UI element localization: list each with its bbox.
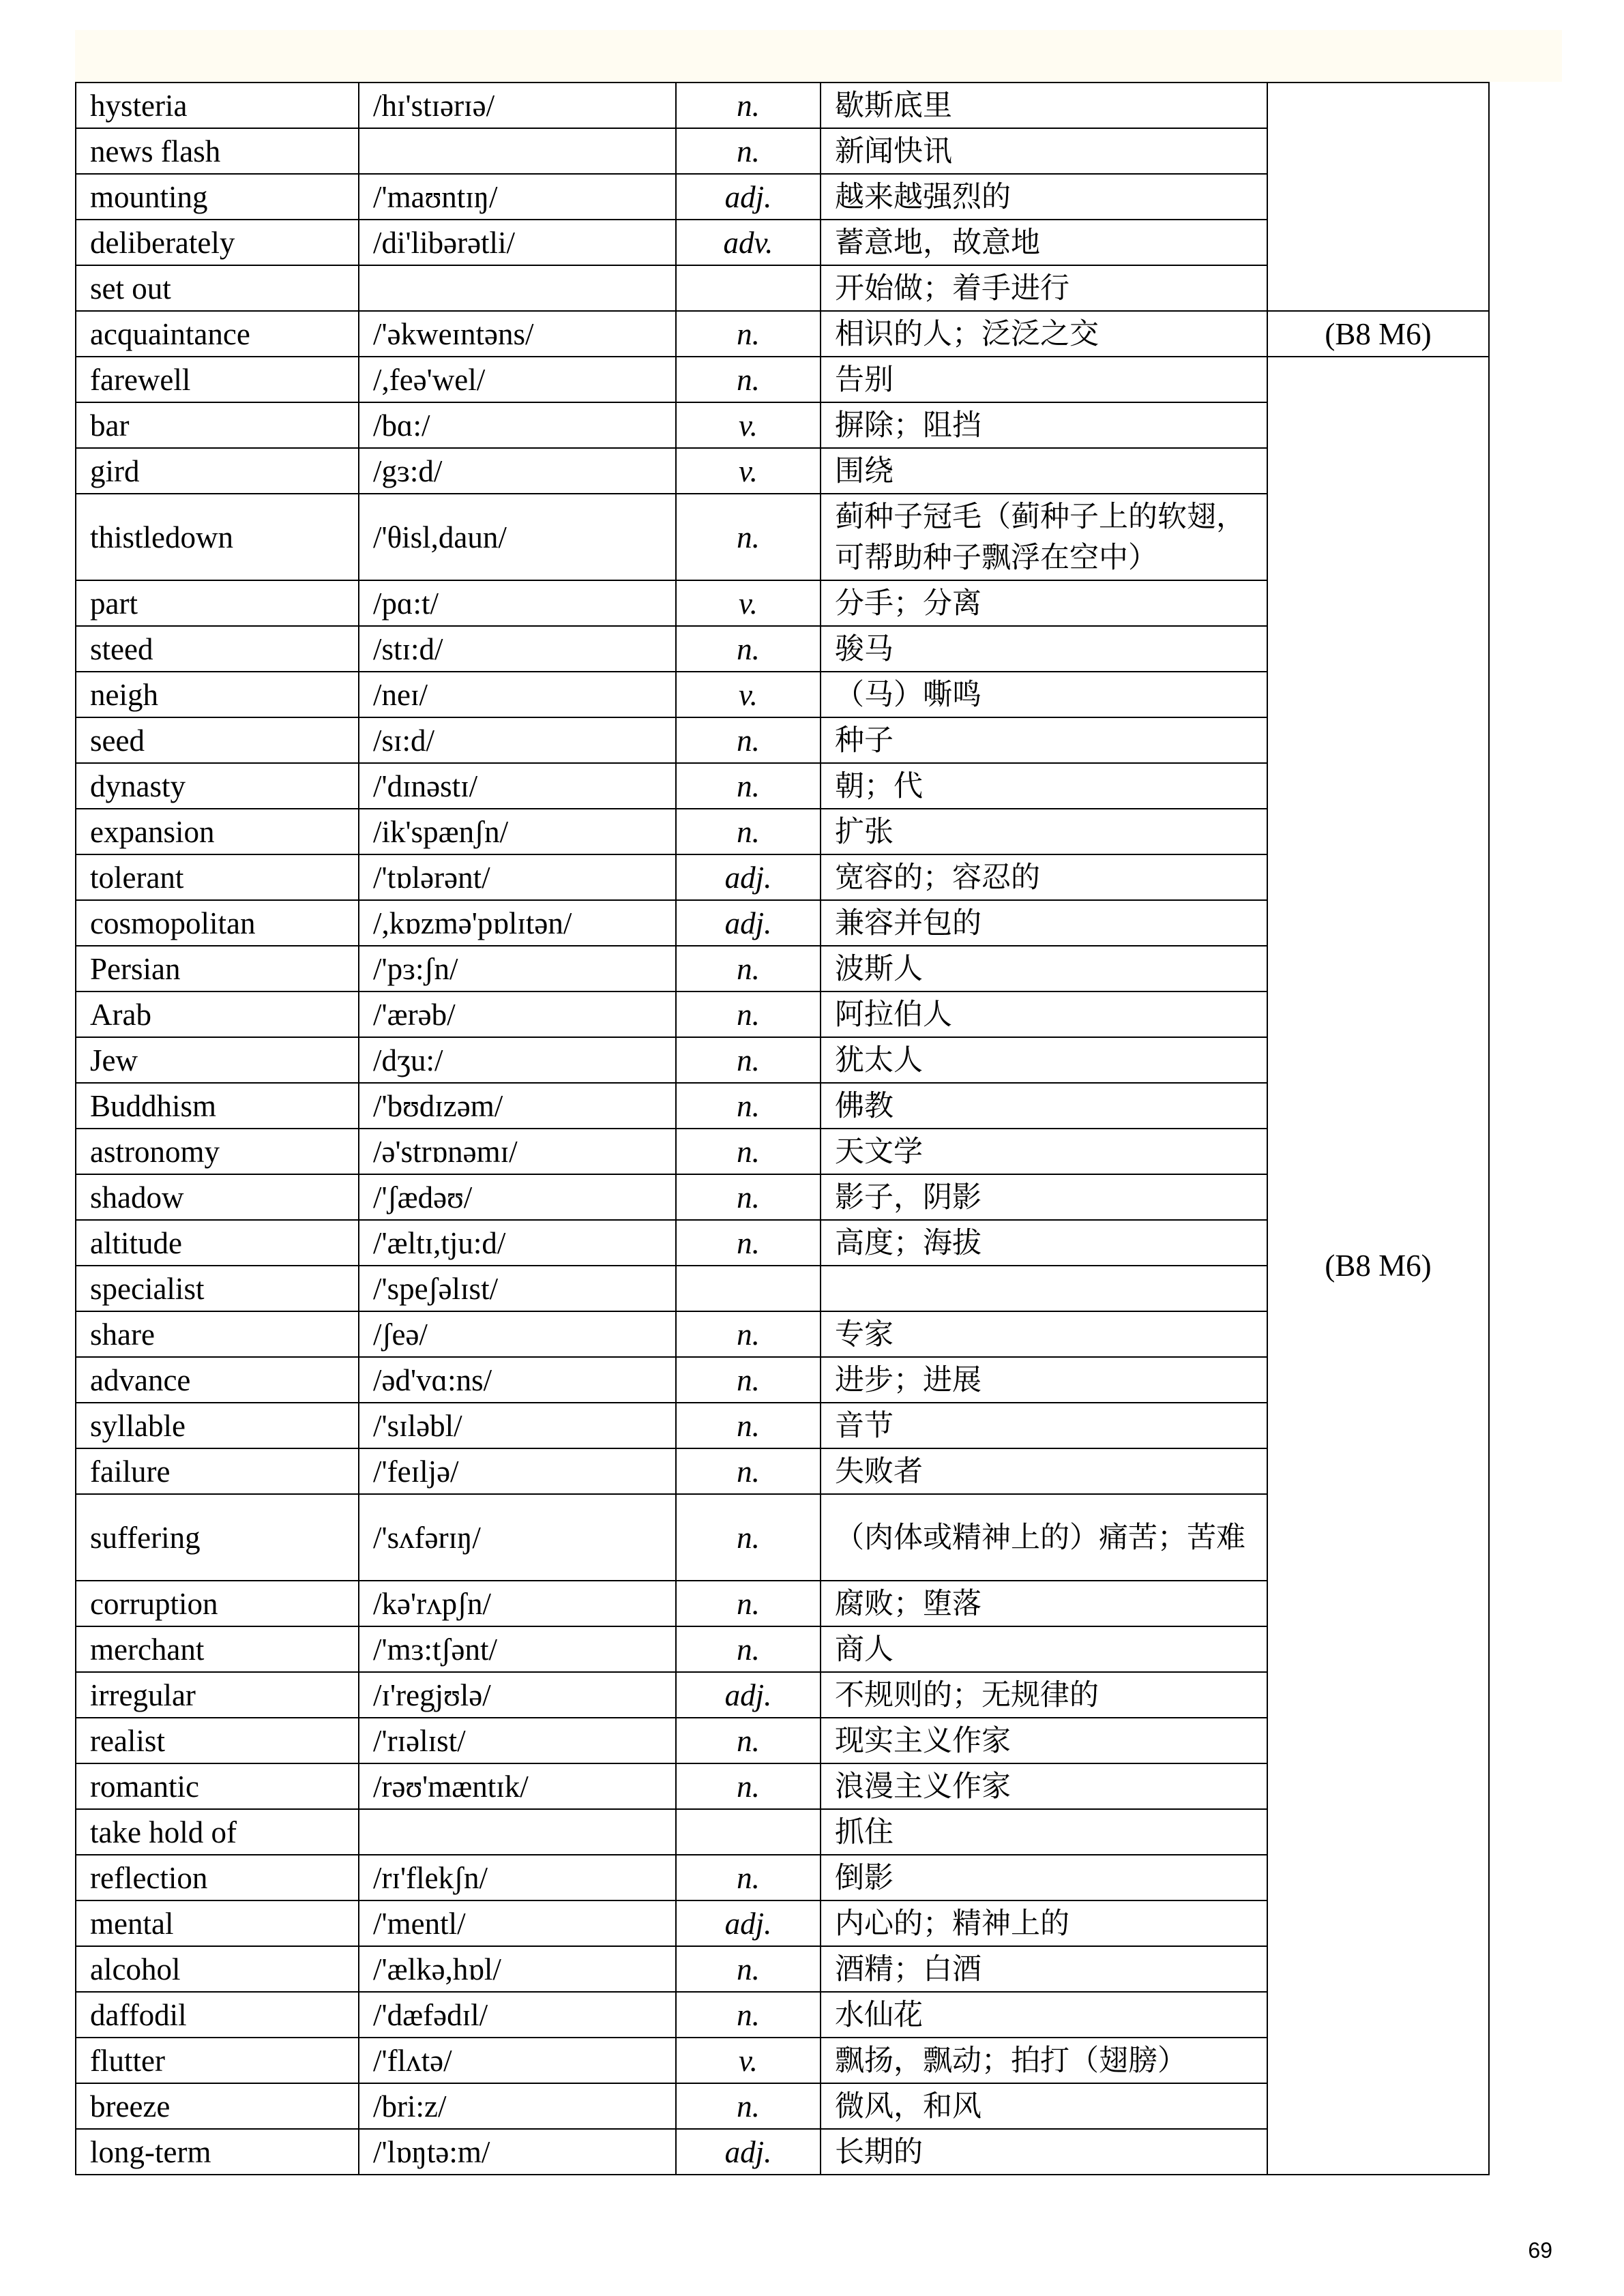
word-cell: mental — [76, 1900, 359, 1946]
word-cell: irregular — [76, 1672, 359, 1718]
phonetic-cell: /'mentl/ — [359, 1900, 676, 1946]
phonetic-cell — [359, 265, 676, 311]
phonetic-cell: /gɜ:d/ — [359, 448, 676, 494]
phonetic-cell: /'əkweɪntəns/ — [359, 311, 676, 357]
word-cell: failure — [76, 1448, 359, 1494]
unit-reference-cell: (B8 M6) — [1267, 357, 1489, 2175]
part-of-speech-cell: adj. — [676, 2129, 821, 2175]
vocabulary-table-body — [76, 83, 1489, 2175]
word-cell: reflection — [76, 1855, 359, 1900]
part-of-speech-cell: n. — [676, 1174, 821, 1220]
word-cell: astronomy — [76, 1129, 359, 1174]
phonetic-cell: /'speʃəlɪst/ — [359, 1266, 676, 1311]
part-of-speech-cell: v. — [676, 448, 821, 494]
phonetic-cell: /'maʊntɪŋ/ — [359, 174, 676, 220]
phonetic-cell: /əd'vɑ:ns/ — [359, 1357, 676, 1403]
word-cell: cosmopolitan — [76, 900, 359, 946]
part-of-speech-cell: n. — [676, 1083, 821, 1129]
chinese-meaning-cell: 相识的人；泛泛之交 — [821, 311, 1267, 357]
part-of-speech-cell: adv. — [676, 220, 821, 265]
part-of-speech-cell: n. — [676, 1718, 821, 1763]
part-of-speech-cell: n. — [676, 357, 821, 402]
word-cell: Jew — [76, 1037, 359, 1083]
word-cell: shadow — [76, 1174, 359, 1220]
chinese-meaning-cell: 飘扬，飘动；拍打（翅膀） — [821, 2038, 1267, 2083]
chinese-meaning-cell: 水仙花 — [821, 1992, 1267, 2038]
chinese-meaning-cell: 蓄意地，故意地 — [821, 220, 1267, 265]
word-cell: set out — [76, 265, 359, 311]
word-cell: merchant — [76, 1626, 359, 1672]
phonetic-cell: /stɪ:d/ — [359, 626, 676, 672]
chinese-meaning-cell: 种子 — [821, 717, 1267, 763]
part-of-speech-cell: n. — [676, 128, 821, 174]
word-cell: acquaintance — [76, 311, 359, 357]
chinese-meaning-cell: 失败者 — [821, 1448, 1267, 1494]
chinese-meaning-cell: 佛教 — [821, 1083, 1267, 1129]
part-of-speech-cell — [676, 1809, 821, 1855]
part-of-speech-cell: v. — [676, 402, 821, 448]
phonetic-cell: /neɪ/ — [359, 672, 676, 717]
phonetic-cell: /,feə'wel/ — [359, 357, 676, 402]
word-cell: share — [76, 1311, 359, 1357]
word-cell: thistledown — [76, 494, 359, 580]
word-cell: farewell — [76, 357, 359, 402]
phonetic-cell: /kə'rʌpʃn/ — [359, 1581, 676, 1626]
unit-reference-cell: (B8 M6) — [1267, 311, 1489, 357]
part-of-speech-cell: v. — [676, 672, 821, 717]
part-of-speech-cell — [676, 265, 821, 311]
part-of-speech-cell: n. — [676, 2083, 821, 2129]
word-cell: corruption — [76, 1581, 359, 1626]
phonetic-cell: /'flʌtə/ — [359, 2038, 676, 2083]
word-cell: news flash — [76, 128, 359, 174]
chinese-meaning-cell: 波斯人 — [821, 946, 1267, 992]
phonetic-cell: /'dɪnəstɪ/ — [359, 763, 676, 809]
word-cell: hysteria — [76, 83, 359, 128]
chinese-meaning-cell: 倒影 — [821, 1855, 1267, 1900]
phonetic-cell: /'tɒlərənt/ — [359, 854, 676, 900]
word-cell: part — [76, 580, 359, 626]
word-cell: steed — [76, 626, 359, 672]
phonetic-cell: /'bʊdɪzəm/ — [359, 1083, 676, 1129]
word-cell: alcohol — [76, 1946, 359, 1992]
phonetic-cell: /pɑ:t/ — [359, 580, 676, 626]
part-of-speech-cell: n. — [676, 626, 821, 672]
part-of-speech-cell: adj. — [676, 854, 821, 900]
chinese-meaning-cell: 商人 — [821, 1626, 1267, 1672]
table-row — [76, 83, 1489, 128]
part-of-speech-cell: n. — [676, 1311, 821, 1357]
part-of-speech-cell: n. — [676, 1037, 821, 1083]
part-of-speech-cell: n. — [676, 1220, 821, 1266]
phonetic-cell: /ʃeə/ — [359, 1311, 676, 1357]
chinese-meaning-cell: 酒精；白酒 — [821, 1946, 1267, 1992]
phonetic-cell: /'ʃædəʊ/ — [359, 1174, 676, 1220]
phonetic-cell: /'lɒŋtə:m/ — [359, 2129, 676, 2175]
chinese-meaning-cell: （马）嘶鸣 — [821, 672, 1267, 717]
phonetic-cell: /'æltɪ,tju:d/ — [359, 1220, 676, 1266]
phonetic-cell: /ɪ'regjʊlə/ — [359, 1672, 676, 1718]
phonetic-cell: /'ærəb/ — [359, 992, 676, 1037]
chinese-meaning-cell: 现实主义作家 — [821, 1718, 1267, 1763]
part-of-speech-cell: n. — [676, 1129, 821, 1174]
phonetic-cell: /'dæfədɪl/ — [359, 1992, 676, 2038]
word-cell: advance — [76, 1357, 359, 1403]
phonetic-cell — [359, 1809, 676, 1855]
chinese-meaning-cell: 长期的 — [821, 2129, 1267, 2175]
phonetic-cell: /'sʌfərɪŋ/ — [359, 1494, 676, 1581]
part-of-speech-cell: adj. — [676, 174, 821, 220]
table-row — [76, 311, 1489, 357]
phonetic-cell: /rɪ'flekʃn/ — [359, 1855, 676, 1900]
word-cell: daffodil — [76, 1992, 359, 2038]
chinese-meaning-cell: 天文学 — [821, 1129, 1267, 1174]
chinese-meaning-cell: 开始做；着手进行 — [821, 265, 1267, 311]
word-cell: tolerant — [76, 854, 359, 900]
part-of-speech-cell: n. — [676, 83, 821, 128]
part-of-speech-cell: adj. — [676, 1900, 821, 1946]
chinese-meaning-cell: 腐败；堕落 — [821, 1581, 1267, 1626]
word-cell: flutter — [76, 2038, 359, 2083]
part-of-speech-cell: n. — [676, 946, 821, 992]
word-cell: suffering — [76, 1494, 359, 1581]
word-cell: take hold of — [76, 1809, 359, 1855]
chinese-meaning-cell: 告别 — [821, 357, 1267, 402]
word-cell: realist — [76, 1718, 359, 1763]
part-of-speech-cell: v. — [676, 2038, 821, 2083]
part-of-speech-cell: n. — [676, 1763, 821, 1809]
word-cell: breeze — [76, 2083, 359, 2129]
word-cell: mounting — [76, 174, 359, 220]
chinese-meaning-cell: 越来越强烈的 — [821, 174, 1267, 220]
word-cell: dynasty — [76, 763, 359, 809]
part-of-speech-cell: n. — [676, 1403, 821, 1448]
phonetic-cell: /,kɒzmə'pɒlɪtən/ — [359, 900, 676, 946]
part-of-speech-cell: n. — [676, 1448, 821, 1494]
phonetic-cell: /'ælkə,hɒl/ — [359, 1946, 676, 1992]
phonetic-cell: /'rɪəlɪst/ — [359, 1718, 676, 1763]
chinese-meaning-cell: 不规则的；无规律的 — [821, 1672, 1267, 1718]
part-of-speech-cell: n. — [676, 1992, 821, 2038]
part-of-speech-cell: n. — [676, 1626, 821, 1672]
unit-reference-cell — [1267, 83, 1489, 311]
chinese-meaning-cell: 犹太人 — [821, 1037, 1267, 1083]
page-number: 69 — [1528, 2238, 1552, 2263]
chinese-meaning-cell: 扩张 — [821, 809, 1267, 854]
part-of-speech-cell: adj. — [676, 1672, 821, 1718]
word-cell: bar — [76, 402, 359, 448]
chinese-meaning-cell: 微风，和风 — [821, 2083, 1267, 2129]
chinese-meaning-cell: 浪漫主义作家 — [821, 1763, 1267, 1809]
phonetic-cell: /ik'spænʃn/ — [359, 809, 676, 854]
word-cell: seed — [76, 717, 359, 763]
part-of-speech-cell: n. — [676, 717, 821, 763]
part-of-speech-cell: n. — [676, 809, 821, 854]
phonetic-cell: /'θisl,daun/ — [359, 494, 676, 580]
word-cell: long-term — [76, 2129, 359, 2175]
part-of-speech-cell: n. — [676, 763, 821, 809]
page-header-band — [75, 30, 1562, 82]
chinese-meaning-cell: 骏马 — [821, 626, 1267, 672]
vocabulary-table — [75, 82, 1490, 2175]
word-cell: deliberately — [76, 220, 359, 265]
phonetic-cell: /dʒu:/ — [359, 1037, 676, 1083]
phonetic-cell: /bɑ:/ — [359, 402, 676, 448]
chinese-meaning-cell: 分手；分离 — [821, 580, 1267, 626]
chinese-meaning-cell: 新闻快讯 — [821, 128, 1267, 174]
chinese-meaning-cell: 兼容并包的 — [821, 900, 1267, 946]
phonetic-cell: /'sɪləbl/ — [359, 1403, 676, 1448]
word-cell: gird — [76, 448, 359, 494]
part-of-speech-cell: n. — [676, 1581, 821, 1626]
chinese-meaning-cell: （肉体或精神上的）痛苦；苦难 — [821, 1494, 1267, 1581]
table-row — [76, 357, 1489, 402]
word-cell: syllable — [76, 1403, 359, 1448]
chinese-meaning-cell — [821, 1266, 1267, 1311]
chinese-meaning-cell: 抓住 — [821, 1809, 1267, 1855]
chinese-meaning-cell: 蓟种子冠毛（蓟种子上的软翅，可帮助种子飘浮在空中） — [821, 494, 1267, 580]
phonetic-cell: /ə'strɒnəmɪ/ — [359, 1129, 676, 1174]
word-cell: altitude — [76, 1220, 359, 1266]
word-cell: neigh — [76, 672, 359, 717]
chinese-meaning-cell: 宽容的；容忍的 — [821, 854, 1267, 900]
chinese-meaning-cell: 内心的；精神上的 — [821, 1900, 1267, 1946]
chinese-meaning-cell: 高度；海拔 — [821, 1220, 1267, 1266]
word-cell: expansion — [76, 809, 359, 854]
part-of-speech-cell: v. — [676, 580, 821, 626]
part-of-speech-cell: n. — [676, 1946, 821, 1992]
part-of-speech-cell: n. — [676, 1494, 821, 1581]
chinese-meaning-cell: 专家 — [821, 1311, 1267, 1357]
chinese-meaning-cell: 阿拉伯人 — [821, 992, 1267, 1037]
part-of-speech-cell: n. — [676, 311, 821, 357]
phonetic-cell: /'feɪljə/ — [359, 1448, 676, 1494]
part-of-speech-cell: n. — [676, 992, 821, 1037]
chinese-meaning-cell: 音节 — [821, 1403, 1267, 1448]
phonetic-cell: /di'libərətli/ — [359, 220, 676, 265]
part-of-speech-cell: n. — [676, 1855, 821, 1900]
chinese-meaning-cell: 进步；进展 — [821, 1357, 1267, 1403]
chinese-meaning-cell: 摒除；阻挡 — [821, 402, 1267, 448]
part-of-speech-cell: adj. — [676, 900, 821, 946]
chinese-meaning-cell: 歇斯底里 — [821, 83, 1267, 128]
word-cell: Arab — [76, 992, 359, 1037]
chinese-meaning-cell: 影子，阴影 — [821, 1174, 1267, 1220]
part-of-speech-cell — [676, 1266, 821, 1311]
phonetic-cell: /'pɜ:ʃn/ — [359, 946, 676, 992]
phonetic-cell: /hɪ'stɪərɪə/ — [359, 83, 676, 128]
word-cell: Buddhism — [76, 1083, 359, 1129]
word-cell: specialist — [76, 1266, 359, 1311]
phonetic-cell — [359, 128, 676, 174]
word-cell: Persian — [76, 946, 359, 992]
part-of-speech-cell: n. — [676, 494, 821, 580]
word-cell: romantic — [76, 1763, 359, 1809]
part-of-speech-cell: n. — [676, 1357, 821, 1403]
phonetic-cell: /bri:z/ — [359, 2083, 676, 2129]
phonetic-cell: /'mɜ:tʃənt/ — [359, 1626, 676, 1672]
chinese-meaning-cell: 朝；代 — [821, 763, 1267, 809]
phonetic-cell: /rəʊ'mæntɪk/ — [359, 1763, 676, 1809]
chinese-meaning-cell: 围绕 — [821, 448, 1267, 494]
phonetic-cell: /sɪ:d/ — [359, 717, 676, 763]
